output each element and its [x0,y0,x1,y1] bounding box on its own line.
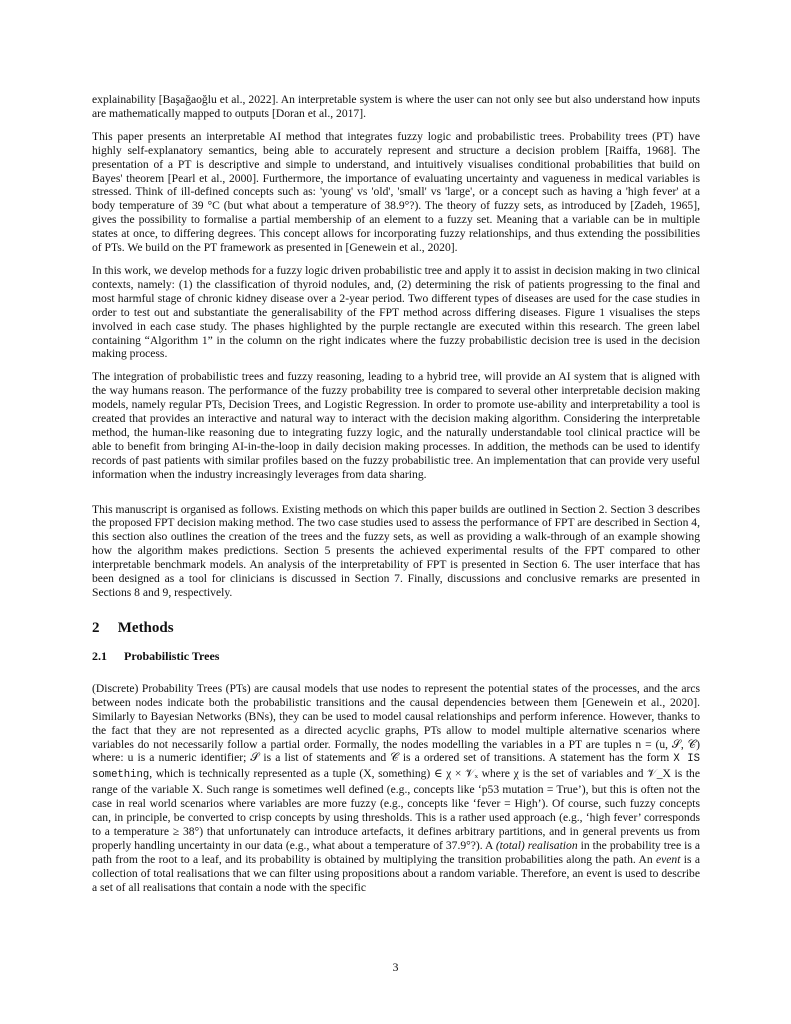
pt-text-d: is a collection of total realisations that we can filter using propositions about a random variable. Therefore, an event is used to describe a set of all realisations that contain a node with the specific [92,852,700,894]
pt-text-a: (Discrete) Probability Trees (PTs) are causal models that use nodes to represent the potential states of the processes, and the arcs between nodes indicate both the probabilistic transitions and the causal dependencies between them [Genewein et al., 2020]. Similarly to Bayesian Networks (BNs), they can be used to model causal relationships and perform inference. However, thanks to the fact that they are not represented as a directed acyclic graphs, PTs allow to model multiple alternative scenarios where variables do not necessarily follow a partial order. Formally, the nodes modelling the variables in a PT are tuples n = (u, 𝒮, 𝒞) where: u is a numeric identifier; 𝒮 is a list of statements and 𝒞 is a ordered set of transitions. A statement has the form [92,681,700,765]
section-title: Methods [117,619,174,636]
section-number: 2 [92,619,100,636]
pt-text-c: in the probability tree is a path from the root to a leaf, and its probability is obtained by multiplying the transition probabilities along the path. An [92,838,700,866]
paragraph-this-work: In this work, we develop methods for a fuzzy logic driven probabilistic tree and apply it to assist in decision making in two clinical contexts, namely: (1) the classification of thyroid nodules, and, (2) determining the risk of patients progressing to the final and most harmful stage of chronic kidney disease over a 2-year period. Two different types of diseases are used for the case studies in order to test out and substantiate the generalisability of the FPT method across differing diseases. Figure 1 visualises the steps involved in each case study. The phases highlighted by the purple rectangle are executed within this research. The green label containing “Algorithm 1” in the column on the right indicates where the fuzzy probabilistic decision tree is used in the decision making process. [92,263,700,361]
paragraph-fuzzy-pt: This paper presents an interpretable AI method that integrates fuzzy logic and probabilistic trees. Probability trees (PT) have highly self-explanatory semantics, being able to accurately represent and structure a decision problem [Raiffa, 1968]. The presentation of a PT is descriptive and simple to understand, and intuitively visualises conditional probabilities that build on Bayes' theorem [Pearl et al., 2000]. Furthermore, the importance of evaluating uncertainty and vagueness in medical variables is stressed. Think of ill-defined concepts such as: 'young' vs 'old', 'small' vs 'large', or a concept such as having a 'high fever' at a body temperature of 39 °C (but what about a temperature of 38.9°?). The theory of fuzzy sets, as introduced by [Zadeh, 1965], gives the possibility to formalise a partial membership of an element to a fuzzy set. Meaning that a variable can be in multiple states at once, to differing degrees. This concept allows for incorporating fuzzy relationships, and thus extending the possibilities of PTs. We build on the PT framework as presented in [Genewein et al., 2020]. [92,129,700,255]
subsection-heading [92,649,700,664]
subsection-number: 2.1 [92,648,107,663]
pt-term-realisation: (total) realisation [495,838,578,852]
paragraph-organisation: This manuscript is organised as follows. Existing methods on which this paper builds are outlined in Section 2. Section 3 describes the proposed FPT decision making method. The two case studies used to assess the performance of FPT are described in Section 4, this section also outlines the creation of the trees and the fuzzy sets, as well as providing a walk-through of an example showing how the algorithm makes predictions. Section 5 presents the achieved experimental results of the FPT compared to other interpretable benchmark models. An analysis of the interpretability of FPT is presented in Section 6. The user interface that has been designed as a tool for clinicians is discussed in Section 7. Finally, discussions and conclusive remarks are presented in Sections 8 and 9, respectively. [92,502,700,599]
paragraph-probabilistic-trees [92,682,700,895]
section-heading [92,620,700,637]
paragraph-integration: The integration of probabilistic trees and fuzzy reasoning, leading to a hybrid tree, will provide an AI system that is aligned with the way humans reason. The performance of the fuzzy probability tree is compared to several other interpretable decision making models, namely regular PTs, Decision Trees, and Logistic Regression. In order to promote use-ability and interpretability a tool is created that provides an interactive and natural way to interact with the decision making algorithm. Considering the interpretable method, the human-like reasoning due to integrating fuzzy logic, and the naturally understandable tool clinical practice will be able to benefit from bringing AI-in-the-loop in daily decision making processes. In addition, the methods can be used to identify records of past patients with similar profiles based on the fuzzy probabilistic tree. An implementation that can provide very useful information when the industry increasingly leverages from data sharing. [92,370,700,481]
pt-code-statement: X IS something [92,753,700,782]
pt-term-event: event [655,852,681,866]
paragraph-intro-continued: explainability [Başağaoğlu et al., 2022]. An interpretable system is where the user can not only see but also understand how inputs are mathematically mapped to outputs [Doran et al., 2017]. [92,93,700,120]
subsection-title: Probabilistic Trees [124,648,220,663]
page-number: 3 [392,960,399,974]
pt-text-b: , which is technically represented as a tuple (X, something) ∈ χ × 𝒱ₓ where χ is the set of variables and 𝒱_X is the range of the variable X. Such range is sometimes well defined (e.g., concepts like ‘p53 mutation = True’), but this is often not the case in real world scenarios where variables are more fuzzy (e.g., concepts like ‘fever = High’). Of course, such fuzzy concepts can, in principle, be converted to crisp concepts by using thresholds. This is a rather used approach (e.g., ‘high fever’ corresponds to a temperature ≥ 38°) that unfortunately can introduce artefacts, it defines arbitrary partitions, and in general prevents us from properly handling uncertainty in our data (e.g., what about a temperature of 37.9°?). A [92,767,700,852]
paper-page [92,93,700,904]
